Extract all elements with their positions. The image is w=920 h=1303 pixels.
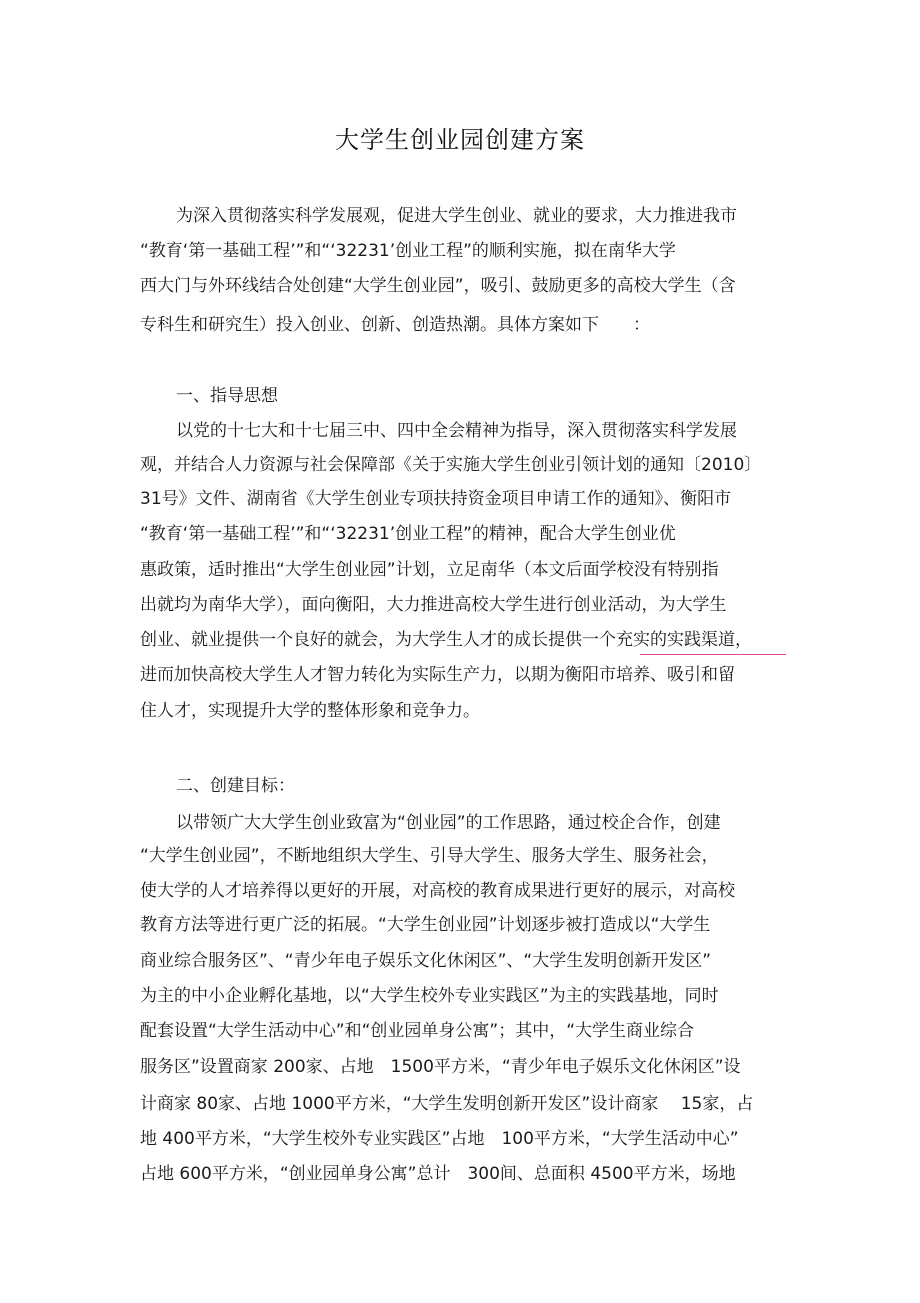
paragraph-line: 西大门与外环线结合处创建“大学生创业园”，吸引、鼓励更多的高校大学生（含 (140, 276, 736, 296)
paragraph-line: 31号》文件、湖南省《大学生创业专项扶持资金项目申请工作的通知》、衡阳市 (140, 489, 732, 509)
paragraph-line: 专科生和研究生）投入创业、创新、创造热潮。具体方案如下 ： (140, 315, 650, 335)
annotation-underline (640, 654, 780, 655)
paragraph-line: 进而加快高校大学生人才智力转化为实际生产力，以期为衡阳市培养、吸引和留 (140, 665, 735, 685)
paragraph-line: 配套设置“大学生活动中心”和“创业园单身公寓”；其中，“大学生商业综合 (140, 1021, 695, 1041)
paragraph-line: “教育‘第一基础工程’”和“‘32231’创业工程”的顺利实施，拟在南华大学 (140, 241, 676, 261)
paragraph-line: “教育‘第一基础工程’”和“‘32231’创业工程”的精神，配合大学生创业优 (140, 524, 676, 544)
document-title: 大学生创业园创建方案 (335, 126, 585, 154)
paragraph-line: 惠政策，适时推出“大学生创业园”计划，立足南华（本文后面学校没有特别指 (140, 560, 719, 580)
paragraph-line: 商业综合服务区”、“青少年电子娱乐文化休闲区”、“大学生发明创新开发区” (140, 951, 712, 971)
paragraph-line: “大学生创业园”，不断地组织大学生、引导大学生、服务大学生、服务社会， (140, 846, 719, 866)
paragraph-line: 计商家 80家、占地 1000平方米，“大学生发明创新开发区”设计商家 15家，占 (140, 1094, 754, 1114)
section-heading: 二、创建目标： (176, 776, 295, 796)
paragraph-line: 占地 600平方米，“创业园单身公寓”总计 300间、总面积 4500平方米，场地 (140, 1164, 736, 1184)
paragraph-line: 创业、就业提供一个良好的就会，为大学生人才的成长提供一个充实的实践渠道， (140, 630, 752, 650)
paragraph-line: 服务区”设置商家 200家、占地 1500平方米，“青少年电子娱乐文化休闲区”设 (140, 1057, 741, 1077)
paragraph-line: 教育方法等进行更广泛的拓展。“大学生创业园”计划逐步被打造成以“大学生 (140, 915, 711, 935)
section-heading: 一、指导思想 (176, 386, 278, 406)
paragraph-line: 观，并结合人力资源与社会保障部《关于实施大学生创业引领计划的通知〔2010〕 (140, 455, 762, 475)
paragraph-line: 以党的十七大和十七届三中、四中全会精神为指导，深入贯彻落实科学发展 (176, 421, 737, 441)
paragraph-line: 使大学的人才培养得以更好的开展，对高校的教育成果进行更好的展示，对高校 (140, 881, 735, 901)
paragraph-line: 出就均为南华大学），面向衡阳，大力推进高校大学生进行创业活动，为大学生 (140, 595, 727, 615)
paragraph-line: 地 400平方米，“大学生校外专业实践区”占地 100平方米，“大学生活动中心” (140, 1129, 739, 1149)
paragraph-line: 为深入贯彻落实科学发展观，促进大学生创业、就业的要求，大力推进我市 (176, 206, 737, 226)
paragraph-line: 以带领广大大学生创业致富为“创业园”的工作思路，通过校企合作，创建 (176, 813, 721, 833)
paragraph-line: 为主的中小企业孵化基地，以“大学生校外专业实践区”为主的实践基地，同时 (140, 986, 719, 1006)
paragraph-line: 住人才，实现提升大学的整体形象和竞争力。 (140, 701, 480, 721)
